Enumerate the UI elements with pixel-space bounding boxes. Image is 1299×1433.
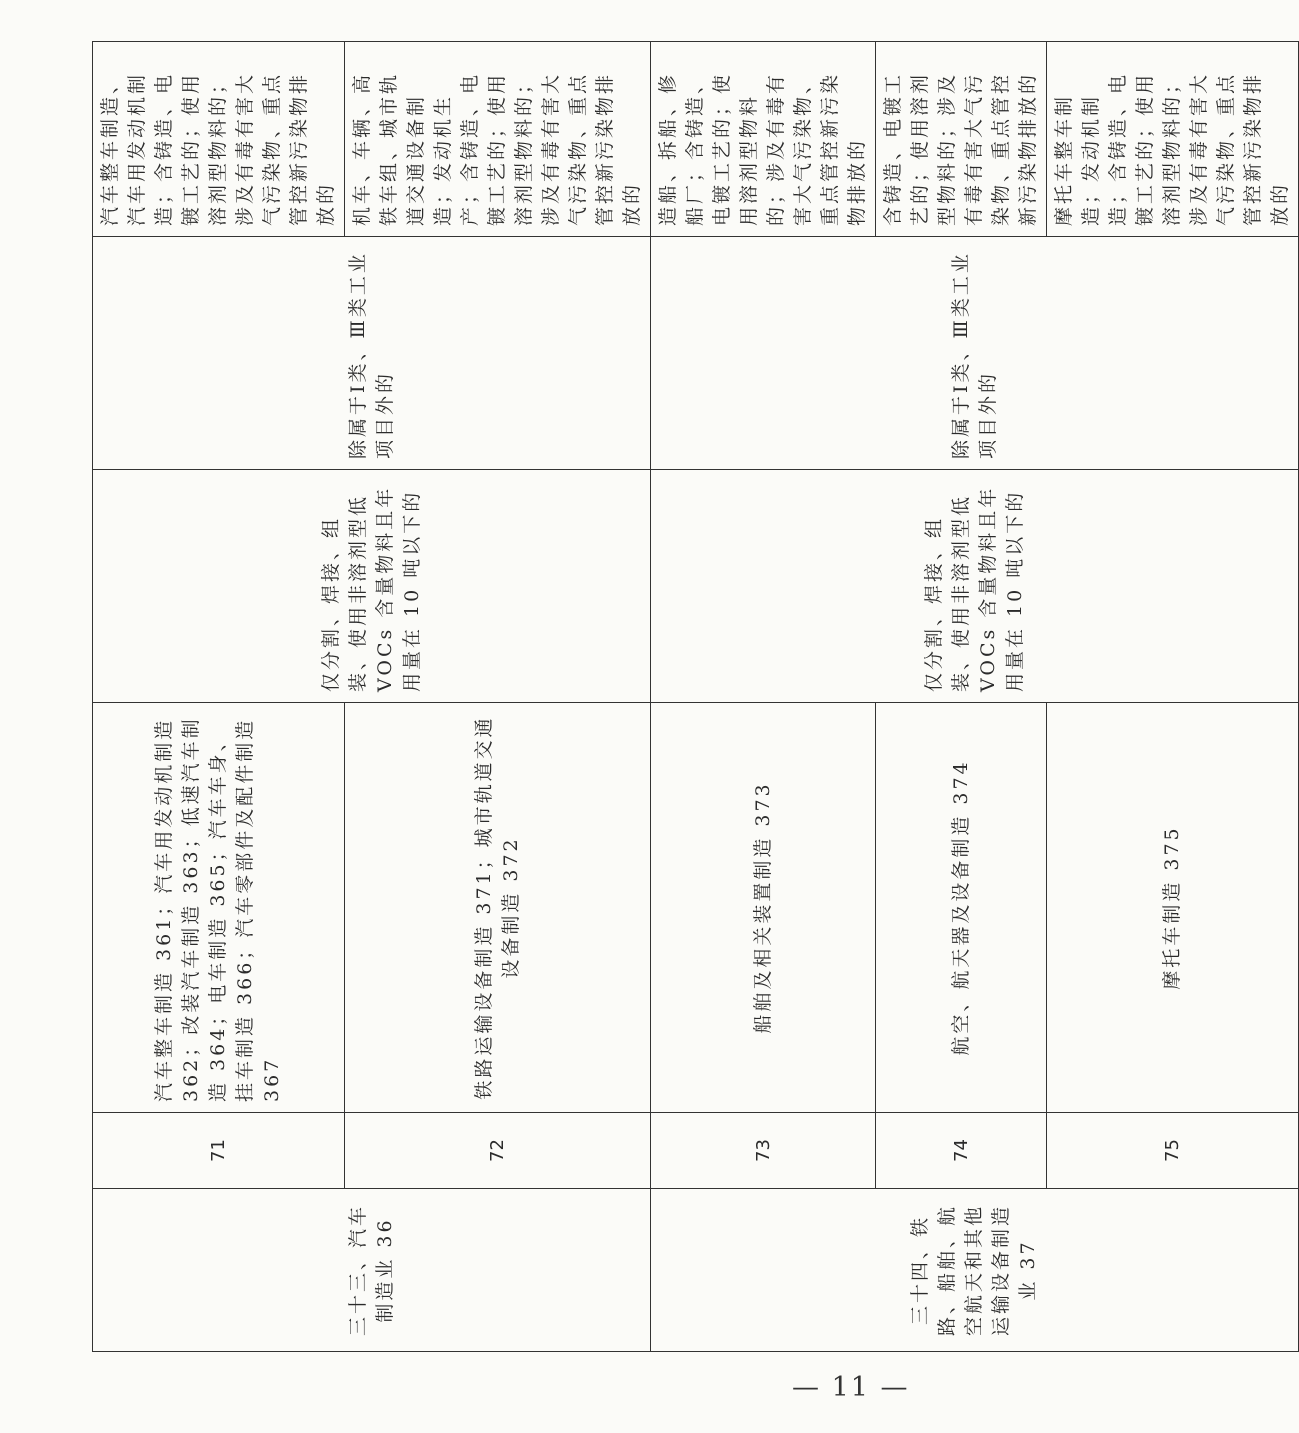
table-row [93,42,345,1352]
class-c-cell: 含铸造、电镀工艺的；使用溶剂型物料的；涉及有毒有害大气污染物、重点管控新污染物排放的 [876,42,1047,237]
class-b-cell: 除属于Ⅰ类、Ⅲ类工业项目外的 [651,237,1299,470]
class-c-cell: 机车、车辆、高铁车组、城市轨道交通设备制造；发动机生产；含铸造、电镀工艺的；使用溶剂型物料的；涉及有毒有害大气污染物、重点管控新污染物排放的 [345,42,651,237]
page-number: — 11 — [792,1372,910,1403]
industry-cell: 航空、航天器及设备制造 374 [876,703,1047,1113]
class-a-cell: 仅分割、焊接、组装、使用非溶剂型低 VOCs 含量物料且年用量在 10 吨以下的 [651,470,1299,703]
class-b-cell: 除属于Ⅰ类、Ⅲ类工业项目外的 [93,237,651,470]
class-c-cell: 造船、拆船、修船厂；含铸造、电镀工艺的；使用溶剂型物料的；涉及有毒有害大气污染物、重点管控新污染物排放的 [651,42,876,237]
rotated-table-container [92,42,1291,1352]
class-c-cell: 汽车整车制造、汽车用发动机制造；含铸造、电镀工艺的；使用溶剂型物料的；涉及有毒有害大气污染物、重点管控新污染物排放的 [93,42,345,237]
row-number: 75 [1047,1113,1299,1189]
industry-classification-table [92,41,1299,1352]
class-c-cell: 摩托车整车制造；发动机制造；含铸造、电镀工艺的；使用溶剂型物料的；涉及有毒有害大气污染物、重点管控新污染物排放的 [1047,42,1299,237]
row-number: 74 [876,1113,1047,1189]
industry-cell: 铁路运输设备制造 371；城市轨道交通设备制造 372 [345,703,651,1113]
section-cell: 三十四、铁路、船舶、航空航天和其他运输设备制造业 37 [651,1189,1299,1352]
row-number: 71 [93,1113,345,1189]
class-a-cell: 仅分割、焊接、组装、使用非溶剂型低 VOCs 含量物料且年用量在 10 吨以下的 [93,470,651,703]
row-number: 73 [651,1113,876,1189]
table-row [651,42,876,1352]
section-cell: 三十三、汽车制造业 36 [93,1189,651,1352]
row-number: 72 [345,1113,651,1189]
industry-cell: 汽车整车制造 361；汽车用发动机制造 362；改装汽车制造 363；低速汽车制造 364；电车制造 365；汽车车身、挂车制造 366；汽车零部件及配件制造 367 [93,703,345,1113]
industry-cell: 摩托车制造 375 [1047,703,1299,1113]
industry-cell: 船舶及相关装置制造 373 [651,703,876,1113]
